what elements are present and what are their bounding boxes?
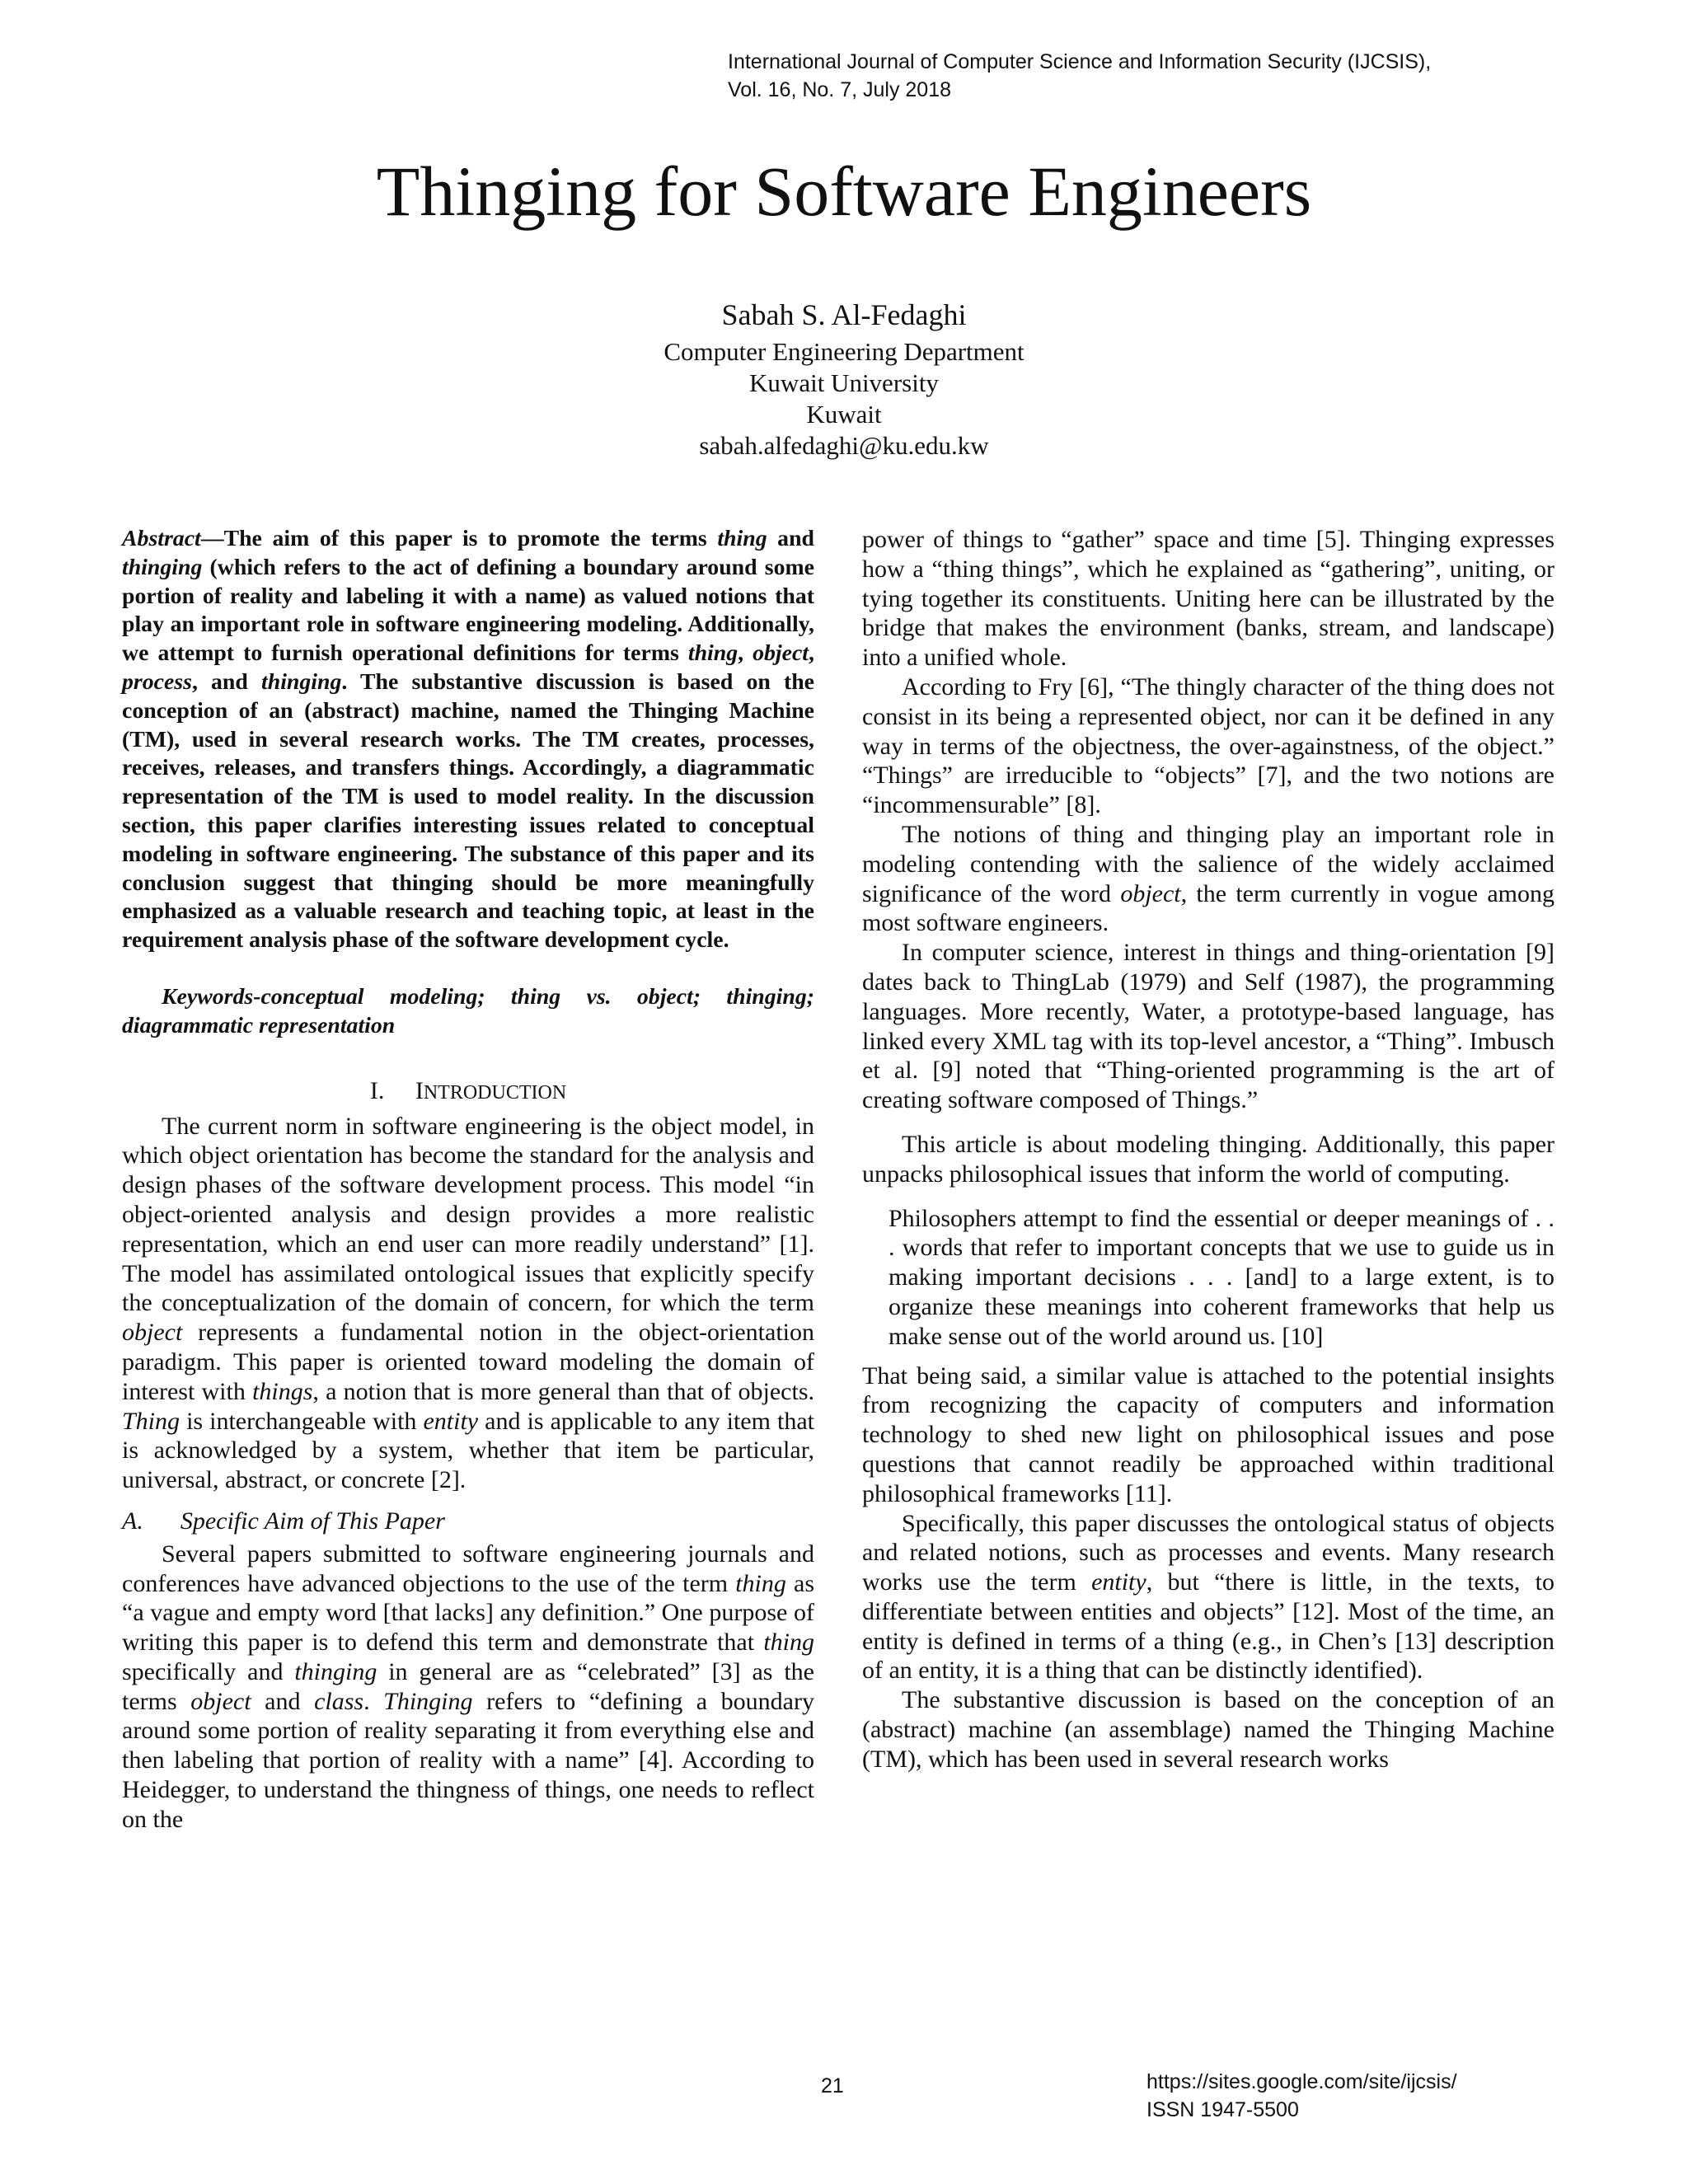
subsection-heading-specific-aim: A. Specific Aim of This Paper: [122, 1507, 445, 1535]
right-column: [862, 525, 1554, 1774]
section-title-rest: NTRODUCTION: [423, 1081, 567, 1104]
author-name: Sabah S. Al-Fedaghi: [721, 298, 967, 331]
author-email: sabah.alfedaghi@ku.edu.kw: [699, 431, 989, 460]
author-university: Kuwait University: [749, 368, 939, 397]
block-quote: Philosophers attempt to find the essential or deeper meanings of . . . words that refer to important concepts that we use to guide us in making important decisions . . . [and] to a large extent, is to organize these meanings into coherent frameworks that help us make sense out of the world around us. [10]: [889, 1204, 1554, 1350]
aim-paragraph: Several papers submitted to software engineering journals and conferences have advanced objections to the use of the term thing as “a vague and empty word [that lacks] any definition.” One purpose of writing this paper is to defend this term and demonstrate that thing specifically and thinging in general are as “celebrated” [3] as the terms object and class. Thinging refers to “defining a boundary around some portion of reality separating it from everything else and then labeling that portion of reality with a name” [4]. According to Heidegger, to understand the thingness of things, one needs to reflect on the: [122, 1540, 814, 1833]
author-department: Computer Engineering Department: [663, 337, 1025, 366]
abstract-label: Abstract: [122, 526, 201, 551]
section-number: I.: [369, 1076, 385, 1104]
body-paragraph: power of things to “gather” space and time [5]. Thinging expresses how a “thing things”, which he explained as “gathering”, uniting, or tying together its constituents. Uniting here can be illustrated by the bridge that makes the environment (banks, stream, and landscape) into a unified whole.: [862, 526, 1554, 672]
footer-info: [1146, 2068, 1457, 2124]
left-column: [122, 525, 814, 1835]
body-paragraph: That being said, a similar value is attached to the potential insights from recognizing the capacity of computers and information technology to shed new light on philosophical issues and pose questions that cannot readily be approached within traditional philosophical frameworks [11].: [862, 1361, 1554, 1507]
section-heading-introduction: [122, 1076, 814, 1108]
journal-header: [728, 48, 1431, 104]
body-paragraph: In computer science, interest in things and thing-orientation [9] dates back to ThingLab (1979) and Self (1987), the programming languages. More recently, Water, a prototype-based language, has linked every XML tag with its top-level ancestor, a “Thing”. Imbusch et al. [9] noted that “Thing-oriented programming is the art of creating software composed of Things.”: [862, 939, 1554, 1114]
body-paragraph: Specifically, this paper discusses the ontological status of objects and related notions, such as processes and events. Many research works use the term entity, but “there is little, in the texts, to differentiate between entities and objects” [12]. Most of the time, an entity is defined in terms of a thing (e.g., in Chen’s [13] description of an entity, it is a thing that can be distinctly identified).: [862, 1509, 1554, 1685]
body-paragraph: According to Fry [6], “The thingly character of the thing does not consist in its being a represented object, nor can it be defined in any way in terms of the objectness, the over-againstness, of the object.” “Things” are irreducible to “objects” [7], and the two notions are “incommensurable” [8].: [862, 673, 1554, 819]
body-paragraph: The notions of thing and thinging play an important role in modeling contending with the salience of the widely acclaimed significance of the word object, the term currently in vogue among most software engineers.: [862, 820, 1554, 937]
intro-paragraph: The current norm in software engineering is the object model, in which object orientation has become the standard for the analysis and design phases of the software development process. This model “in object-oriented analysis and design provides a more realistic representation, which an end user can more readily understand” [1]. The model has assimilated ontological issues that explicitly specify the conceptualization of the domain of concern, for which the term object represents a fundamental notion in the object-orientation paradigm. This paper is oriented toward modeling the domain of interest with things, a notion that is more general than that of objects. Thing is interchangeable with entity and is applicable to any item that is acknowledged by a system, whether that item be particular, universal, abstract, or concrete [2].: [122, 1112, 814, 1494]
footer-issn: ISSN 1947-5500: [1146, 2098, 1299, 2121]
journal-line-1: International Journal of Computer Science and Information Security (IJCSIS),: [728, 50, 1432, 73]
paper-title: Thinging for Software Engineers: [376, 152, 1312, 231]
body-paragraph: This article is about modeling thinging. Additionally, this paper unpacks philosophical issues that inform the world of computing.: [862, 1130, 1554, 1188]
abstract: Abstract—The aim of this paper is to promote the terms thing and thinging (which refers to the act of defining a boundary around some portion of reality and labeling it with a name) as valued notions that play an important role in software engineering modeling. Additionally, we attempt to furnish operational definitions for terms thing, object, process, and thinging. The substantive discussion is based on the conception of an (abstract) machine, named the Thinging Machine (TM), used in several research works. The TM creates, processes, receives, releases, and transfers things. Accordingly, a diagrammatic representation of the TM is used to model reality. In the discussion section, this paper clarifies interesting issues related to conceptual modeling in software engineering. The substance of this paper and its conclusion suggest that thinging should be more meaningfully emphasized as a valuable research and teaching topic, at least in the requirement analysis phase of the software development cycle.: [122, 526, 815, 954]
page-number: 21: [821, 2074, 844, 2097]
section-title-initial: I: [415, 1076, 424, 1104]
journal-line-2: Vol. 16, No. 7, July 2018: [728, 78, 952, 101]
keywords: Keywords-conceptual modeling; thing vs. object; thinging; diagrammatic representation: [122, 983, 814, 1038]
author-block: [0, 293, 1688, 462]
body-paragraph: The substantive discussion is based on the conception of an (abstract) machine (an assemblage) named the Thinging Machine (TM), which has been used in several research works: [862, 1686, 1554, 1773]
author-country: Kuwait: [806, 400, 882, 429]
footer-url[interactable]: https://sites.google.com/site/ijcsis/: [1146, 2070, 1457, 2093]
